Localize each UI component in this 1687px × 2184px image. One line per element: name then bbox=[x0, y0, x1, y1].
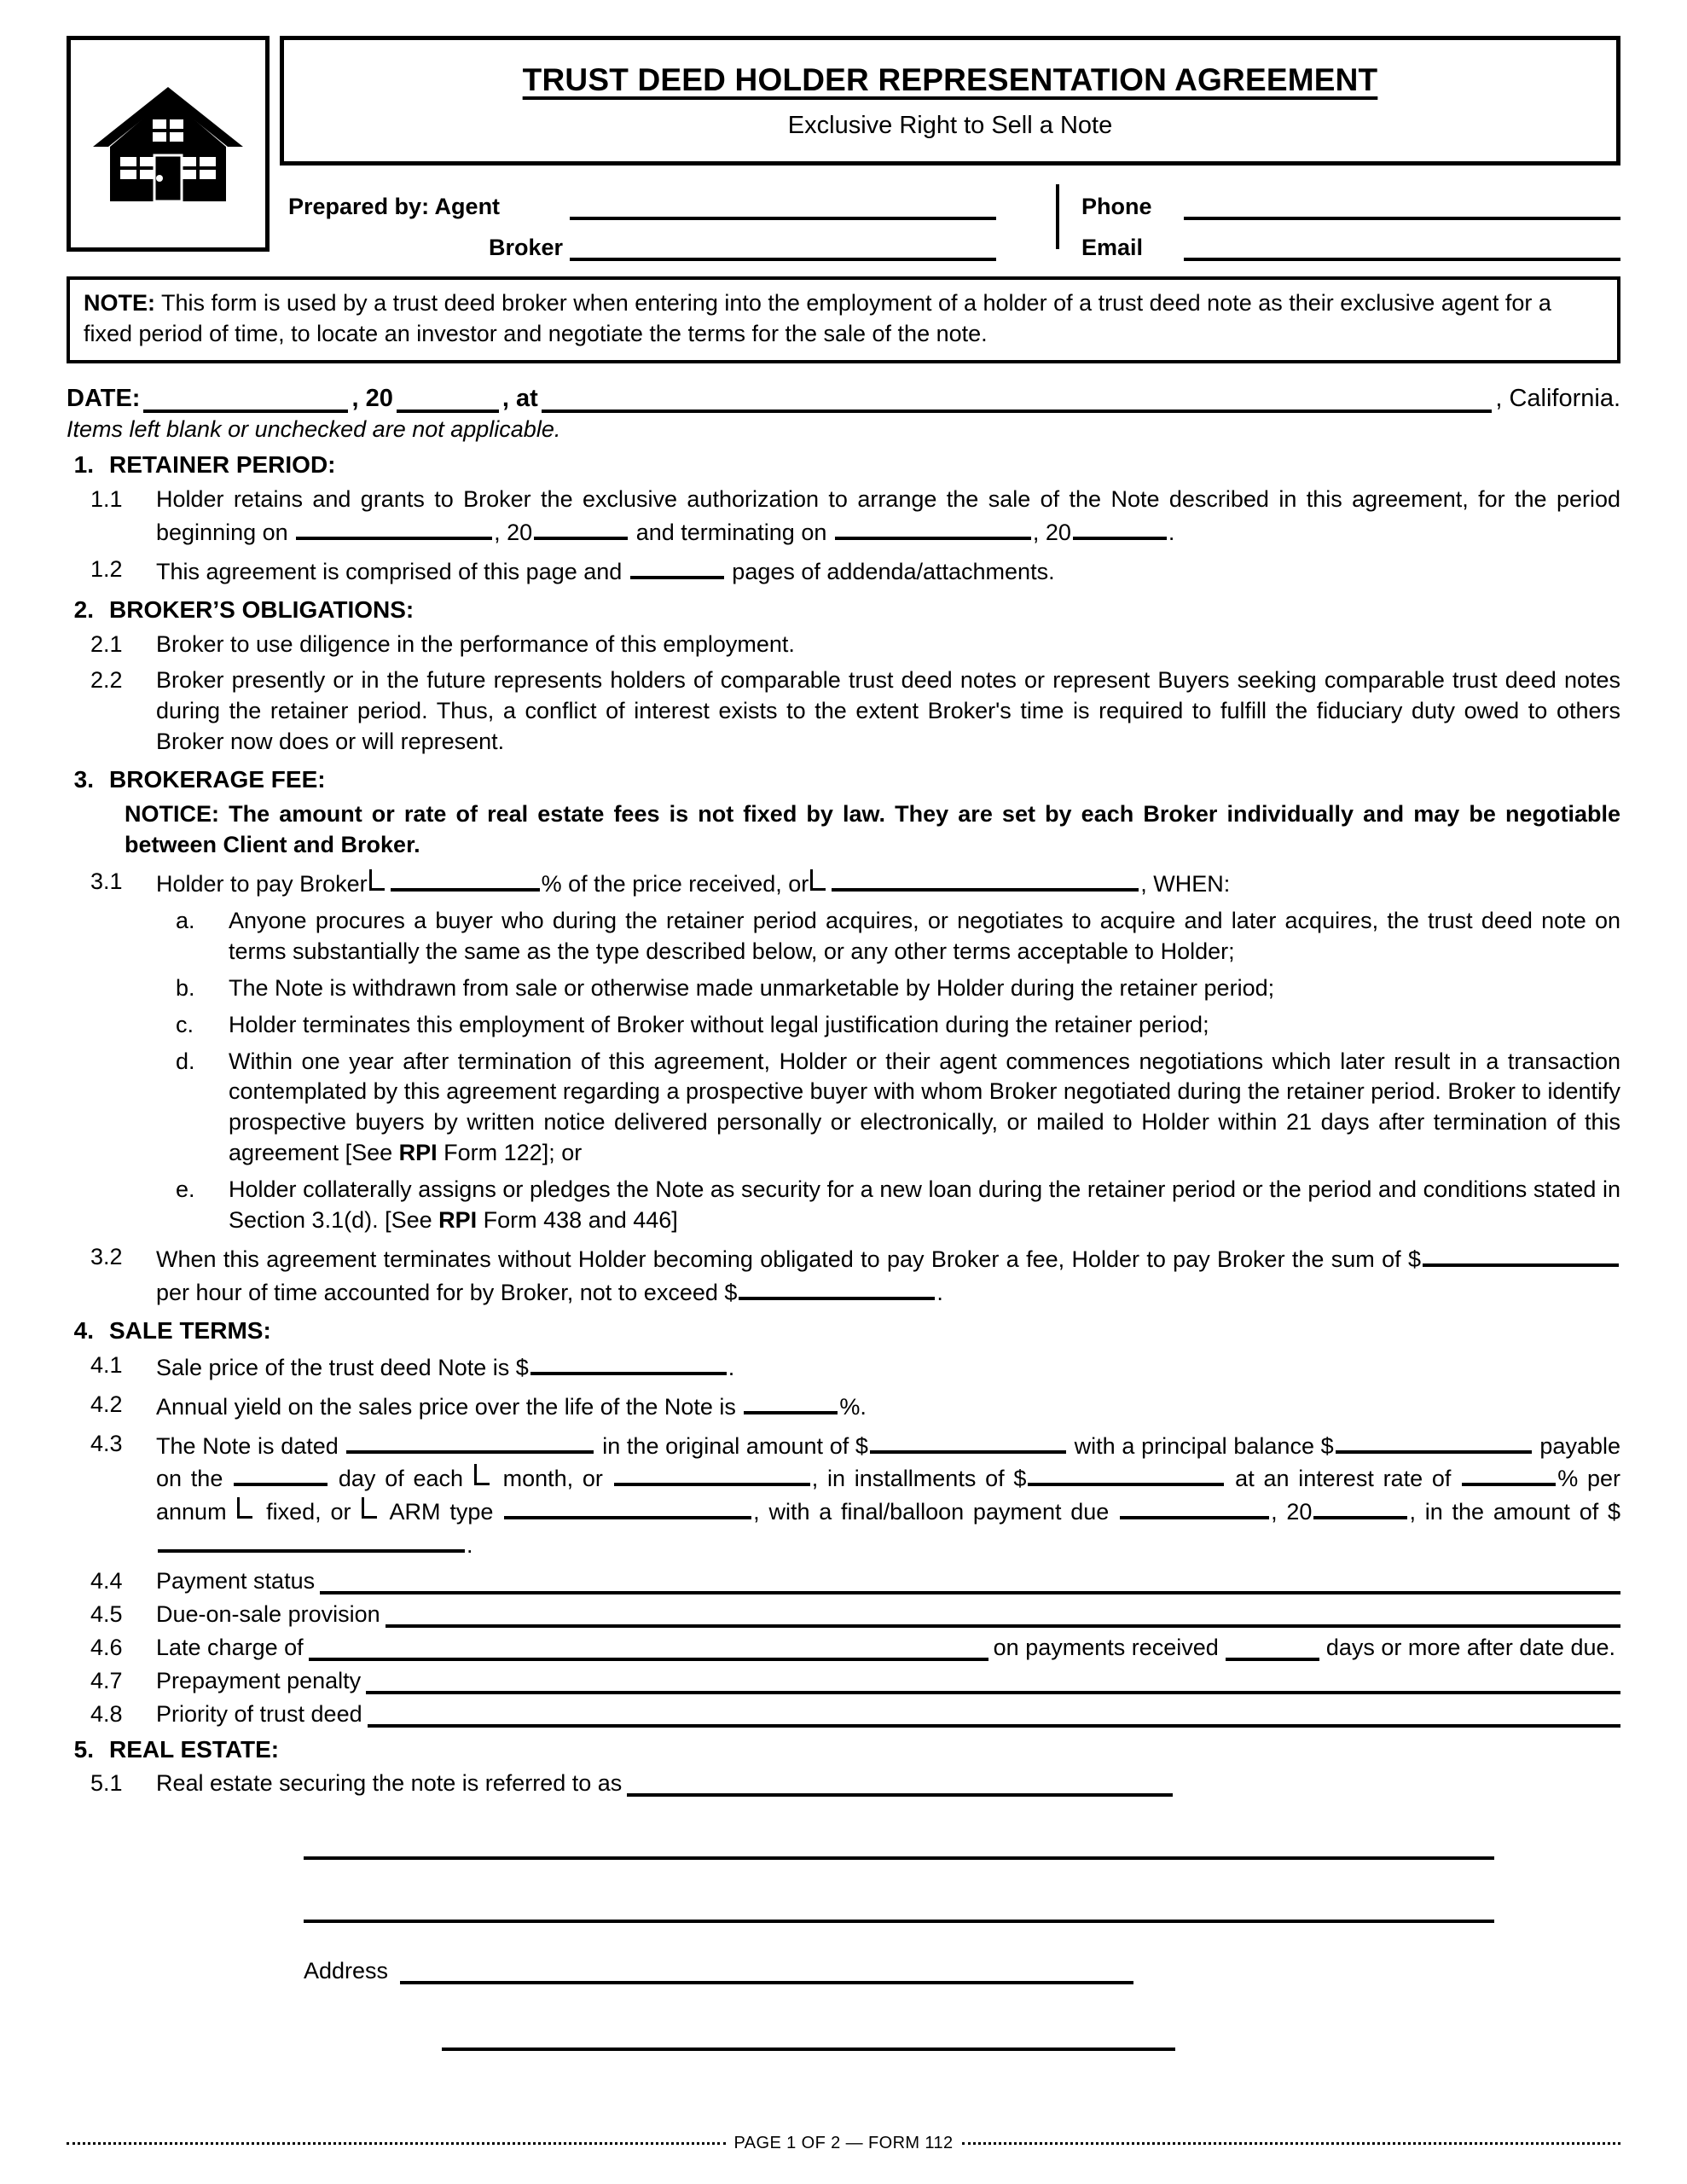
real-estate-ref-input[interactable] bbox=[627, 1769, 1173, 1797]
balloon-year-input[interactable] bbox=[1313, 1495, 1407, 1519]
installment-amount-input[interactable] bbox=[1028, 1461, 1224, 1486]
item-3-2-number: 3.2 bbox=[90, 1243, 123, 1269]
late-charge-days-input[interactable] bbox=[1226, 1636, 1319, 1661]
percent-fee-input[interactable] bbox=[391, 867, 540, 892]
item-3-1-b-text: The Note is withdrawn from sale or otherwise made unmarketable by Holder during the retainer period; bbox=[229, 974, 1275, 1001]
item-4-4-label: Payment status bbox=[156, 1568, 316, 1594]
item-4-6-number: 4.6 bbox=[90, 1635, 123, 1661]
arm-type-input[interactable] bbox=[504, 1495, 751, 1519]
agent-row bbox=[288, 179, 1056, 220]
item-4-3-p4: payable on the bbox=[156, 1432, 1620, 1492]
title-box bbox=[280, 36, 1620, 166]
item-2-2-number: 2.2 bbox=[90, 667, 123, 694]
retainer-begin-year-input[interactable] bbox=[534, 515, 628, 540]
address-input[interactable] bbox=[400, 1957, 1133, 1984]
date-year-input[interactable] bbox=[397, 384, 499, 413]
prepared-by-block bbox=[280, 166, 1620, 261]
item-3-1-c-text: Holder terminates this employment of Broker without legal justification during the retainer period; bbox=[229, 1011, 1209, 1037]
payment-period-input[interactable] bbox=[614, 1461, 810, 1486]
item-3-1-b-letter: b. bbox=[176, 974, 195, 1001]
flat-fee-input[interactable] bbox=[832, 867, 1139, 892]
item-4-3-p9: % per annum bbox=[156, 1466, 1620, 1525]
section-1-title: RETAINER PERIOD: bbox=[109, 450, 336, 478]
principal-balance-input[interactable] bbox=[1336, 1429, 1532, 1454]
broker-input[interactable] bbox=[570, 232, 996, 261]
item-4-3-p13: , 20 bbox=[1271, 1499, 1313, 1525]
item-4-1-number: 4.1 bbox=[90, 1351, 123, 1378]
item-4-3-p2: in the original amount of $ bbox=[595, 1432, 868, 1459]
header-right bbox=[280, 36, 1620, 261]
section-heading-3 bbox=[67, 766, 1620, 793]
broker-row bbox=[288, 220, 1056, 261]
logo-box bbox=[67, 36, 270, 252]
page-title: TRUST DEED HOLDER REPRESENTATION AGREEMENT bbox=[522, 61, 1378, 97]
prepared-by-right bbox=[1059, 179, 1620, 261]
item-1-1-part-3: , 20 bbox=[1032, 519, 1071, 545]
address-line-2[interactable] bbox=[442, 2024, 1175, 2051]
section-4-title: SALE TERMS: bbox=[109, 1316, 271, 1344]
item-4-3-p11: ARM type bbox=[381, 1499, 503, 1525]
email-row bbox=[1081, 220, 1620, 261]
item-3-1-d-letter: d. bbox=[176, 1048, 195, 1074]
phone-input[interactable] bbox=[1184, 191, 1620, 220]
item-4-5 bbox=[67, 1600, 1620, 1628]
retainer-end-year-input[interactable] bbox=[1073, 515, 1167, 540]
retainer-end-date-input[interactable] bbox=[835, 515, 1031, 540]
item-3-1-d-text-b: Form 122]; or bbox=[437, 1140, 583, 1166]
item-4-5-label: Due-on-sale provision bbox=[156, 1601, 380, 1628]
item-4-1-text-a: Sale price of the trust deed Note is $ bbox=[156, 1354, 529, 1380]
item-2-1-number: 2.1 bbox=[90, 630, 123, 657]
item-3-1-when: , WHEN: bbox=[1140, 870, 1231, 897]
page-subtitle: Exclusive Right to Sell a Note bbox=[787, 111, 1113, 139]
item-2-1 bbox=[67, 630, 1620, 660]
item-4-3-number: 4.3 bbox=[90, 1430, 123, 1456]
rpi-brand-e: RPI bbox=[438, 1207, 478, 1234]
item-4-1 bbox=[67, 1350, 1620, 1384]
item-3-1-d-text bbox=[229, 1047, 1620, 1170]
note-callout bbox=[67, 276, 1620, 363]
month-checkbox[interactable] bbox=[474, 1464, 490, 1485]
fixed-rate-checkbox[interactable] bbox=[237, 1497, 252, 1519]
prepared-by-left bbox=[280, 179, 1056, 261]
section-heading-5 bbox=[67, 1736, 1620, 1763]
item-4-4 bbox=[67, 1567, 1620, 1594]
item-4-3-p6: month, or bbox=[493, 1466, 612, 1492]
item-3-1-a-letter: a. bbox=[176, 907, 195, 933]
retainer-begin-date-input[interactable] bbox=[296, 515, 492, 540]
date-location-input[interactable] bbox=[542, 384, 1493, 413]
section-1-number: 1. bbox=[73, 450, 94, 478]
item-2-1-text: Broker to use diligence in the performance of this employment. bbox=[156, 630, 795, 657]
item-1-2 bbox=[67, 555, 1620, 588]
item-4-3-p12: , with a final/balloon payment due bbox=[753, 1499, 1119, 1525]
item-4-1-text bbox=[156, 1350, 1620, 1384]
item-4-3-p15: . bbox=[467, 1532, 473, 1559]
item-4-2-text-b: %. bbox=[839, 1393, 867, 1420]
section-3-title: BROKERAGE FEE: bbox=[109, 766, 326, 793]
item-4-7-label: Prepayment penalty bbox=[156, 1668, 362, 1694]
item-1-1-part-2: and terminating on bbox=[629, 519, 833, 545]
note-label: NOTE: bbox=[84, 290, 155, 316]
item-4-3-p8: at an interest rate of bbox=[1226, 1466, 1461, 1492]
item-3-2 bbox=[67, 1242, 1620, 1309]
item-5-1-label: Real estate securing the note is referred to as bbox=[156, 1770, 623, 1797]
item-4-3-text bbox=[156, 1429, 1620, 1562]
late-charge-input[interactable] bbox=[309, 1634, 988, 1661]
item-3-1-e-letter: e. bbox=[176, 1176, 195, 1203]
item-5-1 bbox=[67, 1769, 1620, 1797]
item-4-2-text-a: Annual yield on the sales price over the life of the Note is bbox=[156, 1393, 743, 1420]
item-3-2-text-c: . bbox=[936, 1279, 943, 1305]
blank-items-note: Items left blank or unchecked are not applicable. bbox=[67, 415, 561, 442]
item-4-3-p3: with a principal balance $ bbox=[1067, 1432, 1334, 1459]
section-5-title: REAL ESTATE: bbox=[109, 1736, 280, 1763]
flat-fee-checkbox[interactable] bbox=[810, 869, 826, 891]
item-1-1-text bbox=[156, 485, 1620, 549]
item-4-2-text bbox=[156, 1390, 1620, 1423]
item-4-6-label: Late charge of bbox=[156, 1635, 304, 1661]
item-4-6 bbox=[67, 1634, 1620, 1661]
date-line bbox=[67, 379, 1620, 413]
rpi-brand-d: RPI bbox=[398, 1140, 438, 1166]
section-heading-2 bbox=[67, 596, 1620, 624]
hourly-rate-input[interactable] bbox=[1423, 1242, 1619, 1267]
item-3-1-a-text: Anyone procures a buyer who during the retainer period acquires, or negotiates to acquire and later acquires, the trust deed note on terms substantially the same as the type described below, or any other terms acceptable to Holder; bbox=[229, 907, 1620, 964]
footer-text: PAGE 1 OF 2 — FORM 112 bbox=[733, 2134, 954, 2152]
section-heading-4 bbox=[67, 1317, 1620, 1345]
real-estate-ref-line-2[interactable] bbox=[304, 1833, 1494, 1860]
item-3-1-d bbox=[67, 1047, 1620, 1170]
item-3-1-e-text bbox=[229, 1175, 1620, 1236]
annual-yield-input[interactable] bbox=[744, 1390, 838, 1414]
prepayment-penalty-input[interactable] bbox=[366, 1667, 1620, 1694]
item-4-2-number: 4.2 bbox=[90, 1391, 123, 1417]
item-4-3-p1: The Note is dated bbox=[156, 1432, 345, 1459]
address-label: Address bbox=[304, 1958, 389, 1984]
item-4-7-number: 4.7 bbox=[90, 1668, 123, 1694]
item-3-2-text-b: per hour of time accounted for by Broker, not to exceed $ bbox=[156, 1279, 738, 1305]
item-4-1-text-b: . bbox=[728, 1354, 735, 1380]
item-2-2-text: Broker presently or in the future represents holders of comparable trust deed notes or represent Buyers seeking comparable trust deed notes during the retainer period. Thus, a conflict of interest exists to the extent Broker's time is required to fulfill the fiduciary duty owed to others Broker now does or will represent. bbox=[156, 667, 1620, 755]
agent-input[interactable] bbox=[570, 191, 996, 220]
section-5-number: 5. bbox=[73, 1736, 94, 1763]
house-icon bbox=[91, 72, 245, 217]
payment-status-input[interactable] bbox=[320, 1567, 1620, 1594]
item-3-1-text bbox=[156, 867, 1620, 900]
item-3-1-e bbox=[67, 1175, 1620, 1236]
item-4-6-mid: on payments received bbox=[993, 1635, 1219, 1661]
item-4-7 bbox=[67, 1667, 1620, 1694]
agent-label: Prepared by: Agent bbox=[288, 194, 501, 219]
date-year-prefix: , 20 bbox=[351, 384, 393, 412]
section-2-number: 2. bbox=[73, 595, 94, 623]
item-3-1-c-letter: c. bbox=[176, 1011, 194, 1037]
brokerage-fee-notice: NOTICE: The amount or rate of real estate fees is not fixed by law. They are set by each Broker individually and may be negotiable between Client and Broker. bbox=[125, 801, 1620, 858]
item-3-1-lead: Holder to pay Broker bbox=[156, 870, 368, 897]
item-4-2 bbox=[67, 1390, 1620, 1423]
item-4-5-number: 4.5 bbox=[90, 1601, 123, 1628]
item-3-1-b bbox=[67, 973, 1620, 1004]
balloon-date-input[interactable] bbox=[1120, 1495, 1269, 1519]
address-row bbox=[67, 1957, 1620, 1984]
item-4-3-p7: , in installments of $ bbox=[811, 1466, 1027, 1492]
phone-row bbox=[1081, 179, 1620, 220]
document-header bbox=[67, 36, 1620, 261]
date-at-label: , at bbox=[501, 384, 538, 412]
percent-fee-checkbox[interactable] bbox=[369, 869, 385, 891]
item-5-1-number: 5.1 bbox=[90, 1770, 123, 1797]
email-input[interactable] bbox=[1184, 232, 1620, 261]
item-1-1-part-1: , 20 bbox=[494, 519, 533, 545]
item-3-1-a bbox=[67, 906, 1620, 967]
email-label: Email bbox=[1081, 235, 1144, 260]
section-3-number: 3. bbox=[73, 766, 94, 793]
note-date-input[interactable] bbox=[346, 1429, 594, 1454]
item-3-1-e-text-a: Holder collaterally assigns or pledges the Note as security for a new loan during the retainer period or the period and conditions stated in Section 3.1(d). [See bbox=[229, 1176, 1620, 1234]
section-2-title: BROKER’S OBLIGATIONS: bbox=[109, 595, 415, 623]
addenda-pages-input[interactable] bbox=[630, 555, 724, 579]
due-on-sale-input[interactable] bbox=[386, 1600, 1620, 1628]
footer-dots-left bbox=[67, 2142, 726, 2145]
sale-price-input[interactable] bbox=[530, 1350, 727, 1375]
item-1-2-number: 1.2 bbox=[90, 555, 123, 582]
item-1-1-part-0: Holder retains and grants to Broker the exclusive authorization to arrange the sale of the Note described in this agreement, for the period beginning on bbox=[156, 485, 1620, 545]
item-4-3-p5: day of each bbox=[329, 1466, 472, 1492]
item-1-1-number: 1.1 bbox=[90, 485, 123, 512]
item-3-1-e-text-b: Form 438 and 446] bbox=[477, 1207, 678, 1234]
item-4-8-number: 4.8 bbox=[90, 1701, 123, 1728]
item-3-1 bbox=[67, 867, 1620, 900]
note-text: This form is used by a trust deed broker when entering into the employment of a holder of a trust deed note as their exclusive agent for a fixed period of time, to locate an investor and negotiate the terms for the sale of the note. bbox=[84, 290, 1551, 346]
item-3-1-c bbox=[67, 1010, 1620, 1041]
section-heading-1 bbox=[67, 451, 1620, 479]
item-4-3-p10: fixed, or bbox=[257, 1499, 361, 1525]
date-label: DATE: bbox=[67, 384, 141, 412]
item-1-1-part-4: . bbox=[1168, 519, 1175, 545]
broker-label: Broker bbox=[488, 235, 563, 260]
section-4-number: 4. bbox=[73, 1316, 94, 1344]
payment-day-input[interactable] bbox=[234, 1461, 328, 1486]
item-4-3-p14: , in the amount of $ bbox=[1409, 1499, 1621, 1525]
phone-label: Phone bbox=[1081, 194, 1152, 219]
page-footer bbox=[67, 2134, 1620, 2153]
item-3-1-number: 3.1 bbox=[90, 868, 123, 894]
interest-rate-input[interactable] bbox=[1462, 1461, 1556, 1486]
item-4-4-number: 4.4 bbox=[90, 1568, 123, 1594]
item-3-1-d-text-a: Within one year after termination of this agreement, Holder or their agent commences negotiations which later result in a transaction contemplated by this agreement regarding a prospective buyer with whom Broker negotiated during the retainer period. Broker to identify prospective buyers by written notice delivered personally or electronically, or mailed to Holder within 21 days after termination of this agreement [See bbox=[229, 1048, 1620, 1166]
item-1-2-text bbox=[156, 555, 1620, 588]
item-3-2-text bbox=[156, 1242, 1620, 1309]
item-2-2 bbox=[67, 665, 1620, 758]
item-4-6-tail: days or more after date due. bbox=[1325, 1635, 1615, 1661]
item-3-2-text-a: When this agreement terminates without Holder becoming obligated to pay Broker a fee, Holder to pay Broker the sum of $ bbox=[156, 1246, 1421, 1272]
arm-checkbox[interactable] bbox=[362, 1497, 377, 1519]
item-3-1-pct-tail: % of the price received, or bbox=[541, 870, 809, 897]
item-4-3 bbox=[67, 1429, 1620, 1562]
real-estate-ref-line-3[interactable] bbox=[304, 1896, 1494, 1923]
max-fee-input[interactable] bbox=[739, 1275, 935, 1300]
item-1-1 bbox=[67, 485, 1620, 549]
balloon-amount-input[interactable] bbox=[158, 1528, 465, 1553]
item-4-8 bbox=[67, 1700, 1620, 1728]
original-amount-input[interactable] bbox=[870, 1429, 1066, 1454]
item-1-2-part-0: This agreement is comprised of this page and bbox=[156, 558, 629, 584]
priority-trust-deed-input[interactable] bbox=[368, 1700, 1620, 1728]
date-input[interactable] bbox=[143, 384, 348, 413]
date-state-label: , California. bbox=[1495, 384, 1620, 412]
footer-dots-right bbox=[962, 2142, 1621, 2145]
item-1-2-part-1: pages of addenda/attachments. bbox=[725, 558, 1055, 584]
item-4-8-label: Priority of trust deed bbox=[156, 1701, 362, 1728]
